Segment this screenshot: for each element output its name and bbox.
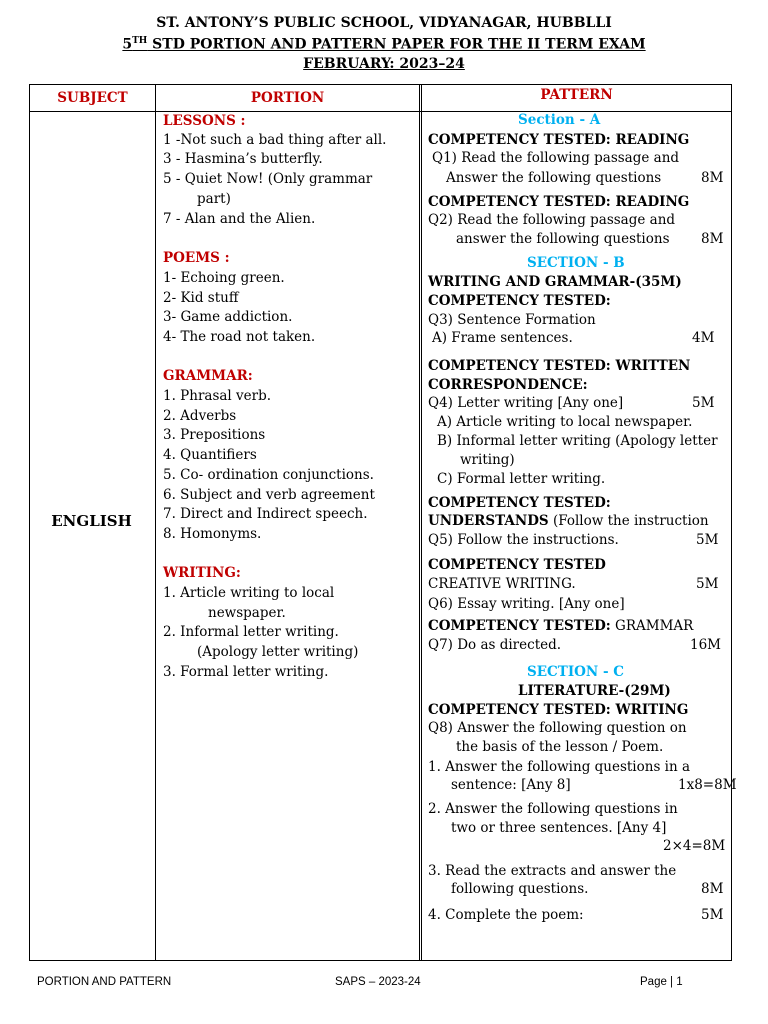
grammar-item: 8. Homonyms.	[163, 526, 262, 542]
competency-written-2: CORRESPONDENCE:	[428, 377, 588, 393]
competency-reading-2: COMPETENCY TESTED: READING	[428, 194, 690, 210]
q1-marks: 8M	[701, 170, 724, 186]
q2-marks: 8M	[701, 231, 724, 247]
table-border-top	[29, 84, 732, 85]
writing-item: 1. Article writing to local	[163, 585, 335, 601]
std-suffix: TH	[132, 36, 148, 46]
q3-a: A) Frame sentences.	[432, 330, 573, 346]
q5-line: Q5) Follow the instructions.	[428, 532, 619, 548]
writing-grammar-heading: WRITING AND GRAMMAR-(35M)	[428, 274, 682, 290]
q4-b: B) Informal letter writing (Apology letter	[437, 433, 718, 449]
q4-b-cont: writing)	[460, 452, 515, 468]
lesson-item-cont: part)	[197, 191, 231, 207]
poem-item: 2- Kid stuff	[163, 290, 239, 306]
q4-a: A) Article writing to local newspaper.	[437, 414, 693, 430]
understands-rest: (Follow the instruction	[548, 513, 709, 529]
poem-item: 3- Game addiction.	[163, 309, 293, 325]
literature-heading: LITERATURE-(29M)	[518, 683, 671, 699]
literature-item-3-cont: following questions.	[451, 881, 589, 897]
table-border-right	[731, 84, 732, 961]
q1-line-1: Q1) Read the following passage and	[432, 150, 680, 166]
literature-item-3: 3. Read the extracts and answer the	[428, 863, 677, 879]
lesson-item: 1 -Not such a bad thing after all.	[163, 132, 387, 148]
writing-item-cont: newspaper.	[208, 605, 286, 621]
grammar-item: 7. Direct and Indirect speech.	[163, 506, 368, 522]
footer-center: SAPS – 2023-24	[335, 976, 421, 988]
q4-c: C) Formal letter writing.	[437, 471, 606, 487]
literature-item-1: 1. Answer the following questions in a	[428, 759, 691, 775]
table-border-bottom	[29, 960, 732, 961]
footer-left: PORTION AND PATTERN	[37, 976, 172, 988]
poems-heading: POEMS :	[163, 250, 230, 266]
school-name: ST. ANTONY’S PUBLIC SCHOOL, VIDYANAGAR, HUBBLLI	[156, 15, 612, 31]
q5-marks: 5M	[696, 532, 719, 548]
table-header-divider	[29, 111, 732, 112]
literature-item-3-marks: 8M	[701, 881, 724, 897]
writing-item-cont: (Apology letter writing)	[197, 644, 359, 660]
competency-understands-2	[428, 515, 709, 529]
literature-item-4-marks: 5M	[701, 907, 724, 923]
section-b-heading: SECTION - B	[527, 255, 625, 271]
q7-marks: 16M	[690, 637, 722, 653]
column-header-portion: PORTION	[250, 90, 325, 106]
table-col-divider-2b	[421, 84, 422, 961]
literature-item-2-cont: two or three sentences. [Any 4]	[451, 820, 667, 836]
lesson-item: 7 - Alan and the Alien.	[163, 211, 316, 227]
q4-line: Q4) Letter writing [Any one]	[428, 395, 624, 411]
grammar-item: 6. Subject and verb agreement	[163, 487, 375, 503]
literature-item-1-marks: 1x8=8M	[678, 777, 737, 793]
q2-line-2: answer the following questions	[456, 231, 670, 247]
poem-item: 1- Echoing green.	[163, 270, 285, 286]
q2-line-1: Q2) Read the following passage and	[428, 212, 676, 228]
grammar-item: 1. Phrasal verb.	[163, 388, 272, 404]
q3-line: Q3) Sentence Formation	[428, 312, 596, 328]
competency-reading-1: COMPETENCY TESTED: READING	[428, 132, 690, 148]
column-header-subject: SUBJECT	[57, 90, 128, 106]
q8-line-1: Q8) Answer the following question on	[428, 720, 687, 736]
title-rest: STD PORTION AND PATTERN PAPER FOR THE II TERM EXAM	[147, 36, 646, 53]
competency-writing: COMPETENCY TESTED: WRITING	[428, 702, 689, 718]
q7-line: Q7) Do as directed.	[428, 637, 562, 653]
lessons-heading: LESSONS :	[163, 113, 246, 129]
grammar-item: 3. Prepositions	[163, 427, 266, 443]
q8-line-2: the basis of the lesson / Poem.	[456, 739, 664, 755]
writing-heading: WRITING:	[163, 565, 241, 581]
q1-line-2: Answer the following questions	[446, 170, 662, 186]
section-a-heading: Section - A	[518, 112, 601, 128]
grammar-item: 4. Quantifiers	[163, 447, 257, 463]
creative-writing: CREATIVE WRITING.	[428, 576, 576, 592]
lesson-item: 3 - Hasmina’s butterfly.	[163, 151, 323, 167]
competency-written-1: COMPETENCY TESTED: WRITTEN	[428, 358, 691, 374]
q6-line: Q6) Essay writing. [Any one]	[428, 596, 625, 612]
competency-tested: COMPETENCY TESTED:	[428, 293, 611, 309]
competency-creative: COMPETENCY TESTED	[428, 557, 606, 573]
q4-marks: 5M	[692, 395, 715, 411]
creative-marks: 5M	[696, 576, 719, 592]
literature-item-2: 2. Answer the following questions in	[428, 801, 678, 817]
document-title	[0, 36, 768, 53]
grammar-item: 5. Co- ordination conjunctions.	[163, 467, 374, 483]
literature-item-2-marks: 2×4=8M	[663, 838, 726, 854]
subject-english: ENGLISH	[51, 512, 132, 530]
grammar-item: 2. Adverbs	[163, 408, 237, 424]
literature-item-4: 4. Complete the poem:	[428, 907, 584, 923]
competency-grammar	[428, 620, 693, 634]
column-header-pattern: PATTERN	[540, 87, 613, 103]
writing-item: 3. Formal letter writing.	[163, 664, 329, 680]
competency-grammar-label: COMPETENCY TESTED:	[428, 618, 611, 634]
table-col-divider-1	[155, 84, 156, 961]
competency-understands-1: COMPETENCY TESTED:	[428, 495, 611, 511]
lesson-item: 5 - Quiet Now! (Only grammar	[163, 171, 373, 187]
footer-page-number: Page | 1	[640, 976, 683, 988]
competency-grammar-rest: GRAMMAR	[610, 618, 694, 634]
std-number: 5	[122, 36, 133, 53]
literature-item-1-cont: sentence: [Any 8]	[451, 777, 571, 793]
understands-label: UNDERSTANDS	[428, 513, 549, 529]
exam-date: FEBRUARY: 2023–24	[303, 56, 465, 72]
writing-item: 2. Informal letter writing.	[163, 624, 339, 640]
grammar-heading: GRAMMAR:	[163, 368, 253, 384]
poem-item: 4- The road not taken.	[163, 329, 316, 345]
q3-marks: 4M	[692, 330, 715, 346]
section-c-heading: SECTION - C	[527, 664, 624, 680]
table-col-divider-2	[419, 84, 420, 961]
